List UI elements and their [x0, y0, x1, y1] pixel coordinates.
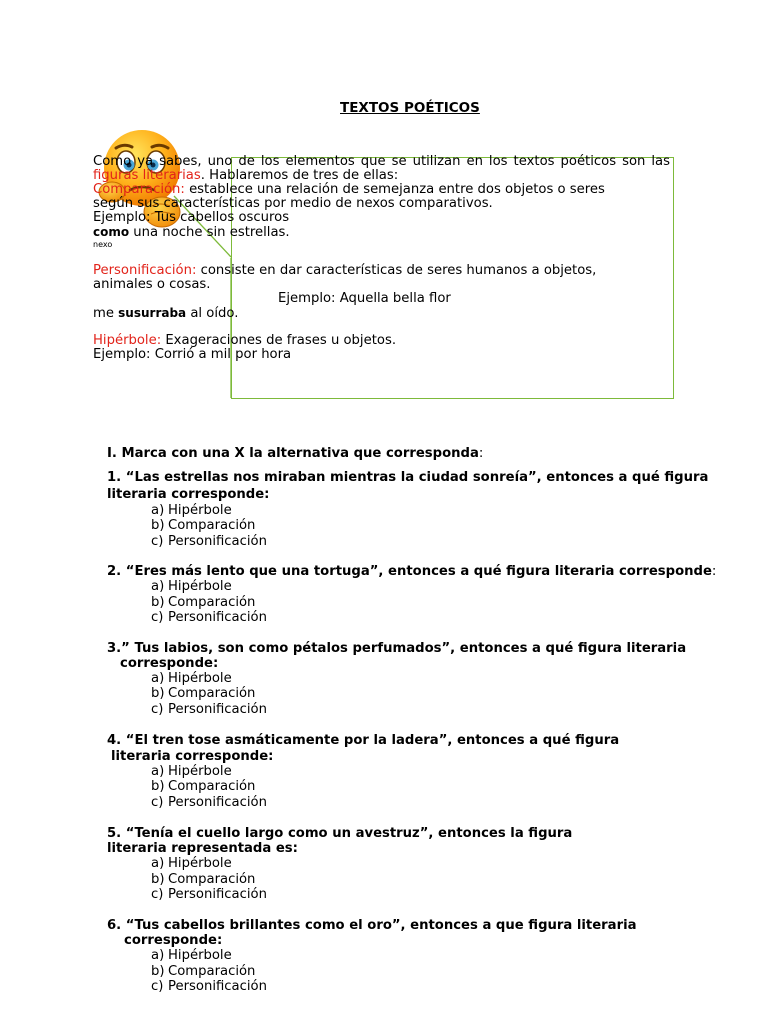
question-4: 4. “El tren tose asmáticamente por la ladera”, entonces a qué figura [107, 733, 620, 748]
hiperbole-example: Ejemplo: Corrió a mil por hora [93, 347, 292, 362]
option-key: b) [151, 686, 165, 701]
instructions-text: I. Marca con una X la alternativa que corresponda [107, 446, 479, 461]
option-key: b) [151, 872, 165, 887]
instructions-colon: : [478, 446, 484, 461]
option-key: b) [151, 518, 165, 533]
q5-option-b[interactable] [151, 872, 255, 888]
personificacion-example-2 [93, 306, 238, 321]
option-label: Comparación [168, 872, 256, 887]
option-label: Hipérbole [168, 579, 232, 594]
option-label: Personificación [168, 534, 267, 549]
nexo-label: nexo [93, 240, 113, 249]
q4-option-c[interactable] [151, 795, 267, 811]
personificacion-example: Ejemplo: Aquella bella flor [278, 291, 451, 306]
option-label: Personificación [168, 702, 267, 717]
comparacion-example-2 [93, 225, 290, 240]
comparacion-example-rest: una noche sin estrellas. [129, 225, 290, 240]
option-key: c) [151, 795, 164, 810]
instructions [107, 446, 483, 462]
q1-option-a[interactable] [151, 503, 232, 519]
question-1-line2: literaria corresponde: [107, 487, 270, 502]
option-label: Personificación [168, 887, 267, 902]
question-2 [107, 564, 716, 580]
q4-option-b[interactable] [151, 779, 255, 795]
question-4-line2: literaria corresponde: [111, 749, 274, 764]
option-label: Comparación [168, 518, 256, 533]
personificacion-definition [93, 264, 596, 278]
option-label: Personificación [168, 795, 267, 810]
personificacion-definition-2: animales o cosas. [93, 277, 211, 292]
option-key: b) [151, 779, 165, 794]
hiperbole-term: Hipérbole: [93, 333, 162, 348]
personificacion-example-pre: me [93, 306, 119, 321]
personificacion-example-rest: al oído. [186, 306, 239, 321]
option-key: a) [151, 579, 165, 594]
option-key: c) [151, 702, 164, 717]
option-key: c) [151, 610, 164, 625]
q1-option-b[interactable] [151, 518, 255, 534]
option-key: a) [151, 671, 165, 686]
q5-option-a[interactable] [151, 856, 232, 872]
option-key: a) [151, 948, 165, 963]
hiperbole-def: Exageraciones de frases u objetos. [161, 333, 397, 348]
q6-option-a[interactable] [151, 948, 232, 964]
option-label: Comparación [168, 964, 256, 979]
question-6-line2: corresponde: [124, 933, 223, 948]
option-label: Personificación [168, 979, 267, 994]
q6-option-b[interactable] [151, 964, 255, 980]
option-label: Hipérbole [168, 856, 232, 871]
q2-option-b[interactable] [151, 595, 255, 611]
page-title: TEXTOS POÉTICOS [340, 100, 480, 116]
option-key: c) [151, 534, 164, 549]
q6-option-c[interactable] [151, 979, 267, 995]
comparacion-term: Comparación: [93, 182, 185, 197]
personificacion-verb: susurraba [118, 306, 187, 320]
personificacion-def: consiste en dar características de seres humanos a objetos, [196, 263, 597, 278]
q1-option-c[interactable] [151, 534, 267, 550]
q2-option-c[interactable] [151, 610, 267, 626]
option-label: Hipérbole [168, 764, 232, 779]
question-1: 1. “Las estrellas nos miraban mientras la ciudad sonreía”, entonces a qué figura [107, 470, 709, 485]
q3-option-b[interactable] [151, 686, 255, 702]
comparacion-def: establece una relación de semejanza entre dos objetos o seres [184, 182, 605, 197]
question-3: 3.” Tus labios, son como pétalos perfumados”, entonces a qué figura literaria [107, 641, 687, 656]
q3-option-c[interactable] [151, 702, 267, 718]
option-key: a) [151, 856, 165, 871]
option-label: Hipérbole [168, 503, 232, 518]
question-2-colon: : [711, 564, 717, 579]
comparacion-definition [93, 183, 605, 197]
option-label: Personificación [168, 610, 267, 625]
option-label: Comparación [168, 686, 256, 701]
nexo-word: como [93, 225, 130, 239]
q5-option-c[interactable] [151, 887, 267, 903]
question-2-text: 2. “Eres más lento que una tortuga”, entonces a qué figura literaria corresponde [107, 564, 712, 579]
question-6: 6. “Tus cabellos brillantes como el oro”, entonces a que figura literaria [107, 918, 637, 933]
option-label: Hipérbole [168, 671, 232, 686]
comparacion-example: Ejemplo: Tus cabellos oscuros [93, 210, 290, 225]
figuras-literarias-term: figuras literarias [93, 168, 201, 183]
question-3-line2: corresponde: [120, 656, 219, 671]
option-key: b) [151, 964, 165, 979]
option-key: b) [151, 595, 165, 610]
option-label: Hipérbole [168, 948, 232, 963]
option-key: c) [151, 887, 164, 902]
option-label: Comparación [168, 779, 256, 794]
option-key: a) [151, 503, 165, 518]
hiperbole-definition [93, 334, 396, 348]
intro-text: Como ya sabes, uno de los elementos que se utilizan en los textos poéticos son las [93, 154, 670, 169]
comparacion-definition-2: según sus características por medio de nexos comparativos. [93, 196, 493, 211]
q4-option-a[interactable] [151, 764, 232, 780]
q3-option-a[interactable] [151, 671, 232, 687]
personificacion-term: Personificación: [93, 263, 197, 278]
intro-paragraph [93, 155, 670, 183]
intro-text-end: . Hablaremos de tres de ellas: [200, 168, 399, 183]
question-5: 5. “Tenía el cuello largo como un avestruz”, entonces la figura [107, 826, 573, 841]
question-5-line2: literaria representada es: [107, 841, 298, 856]
q2-option-a[interactable] [151, 579, 232, 595]
option-key: c) [151, 979, 164, 994]
option-key: a) [151, 764, 165, 779]
option-label: Comparación [168, 595, 256, 610]
